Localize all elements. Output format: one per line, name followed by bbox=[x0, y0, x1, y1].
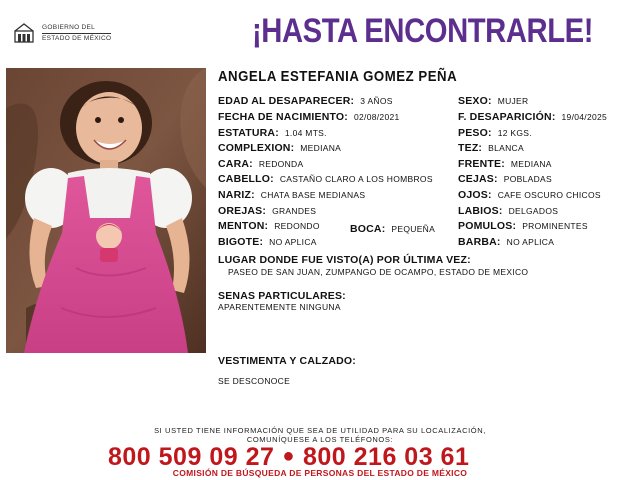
field-value: MEDIANA bbox=[510, 159, 552, 169]
field-tez bbox=[458, 142, 524, 155]
field-label: F. DESAPARICIÓN: bbox=[458, 111, 556, 123]
field-value: PROMINENTES bbox=[522, 221, 588, 231]
last-seen-label: LUGAR DONDE FUE VISTO(A) POR ÚLTIMA VEZ: bbox=[218, 254, 471, 266]
field-cara bbox=[218, 158, 303, 171]
field-value: 12 KGS. bbox=[497, 128, 532, 138]
field-barba bbox=[458, 236, 554, 249]
field-value: PEQUEÑA bbox=[391, 224, 436, 234]
field-value: POBLADAS bbox=[503, 174, 552, 184]
field-value: 02/08/2021 bbox=[354, 112, 400, 122]
headline: ¡HASTA ENCONTRARLE! bbox=[252, 12, 594, 50]
phone-number-2[interactable]: 800 216 03 61 bbox=[302, 443, 470, 471]
contact-info-line2: COMUNÍQUESE A LOS TELÉFONOS: bbox=[246, 435, 394, 444]
field-ojos bbox=[458, 189, 601, 202]
field-fecha-desaparicion bbox=[458, 111, 607, 124]
marks-value: APARENTEMENTE NINGUNA bbox=[218, 302, 341, 312]
field-value: REDONDA bbox=[258, 159, 304, 169]
field-value: DELGADOS bbox=[508, 206, 559, 216]
field-label: MENTON: bbox=[218, 220, 269, 232]
separator-dot-icon: ● bbox=[282, 445, 295, 467]
field-label: FECHA DE NACIMIENTO: bbox=[218, 111, 348, 123]
field-orejas bbox=[218, 205, 316, 218]
field-label: OREJAS: bbox=[218, 205, 267, 217]
field-frente bbox=[458, 158, 552, 171]
field-label: TEZ: bbox=[458, 142, 483, 154]
field-value: CASTAÑO CLARO A LOS HOMBROS bbox=[279, 174, 433, 184]
field-menton bbox=[218, 220, 320, 233]
field-label: POMULOS: bbox=[458, 220, 517, 232]
field-label: BIGOTE: bbox=[218, 236, 264, 248]
field-label: SEXO: bbox=[458, 95, 492, 107]
missing-person-photo bbox=[6, 68, 206, 353]
field-label: CEJAS: bbox=[458, 173, 498, 185]
field-value: 1.04 MTS. bbox=[284, 128, 327, 138]
field-label: EDAD AL DESAPARECER: bbox=[218, 95, 355, 107]
field-labios bbox=[458, 205, 558, 218]
field-value: 3 AÑOS bbox=[360, 96, 393, 106]
field-value: GRANDES bbox=[272, 206, 317, 216]
commission-footer: COMISIÓN DE BÚSQUEDA DE PERSONAS DEL ESTADO DE MÉXICO bbox=[172, 468, 468, 478]
field-label: FRENTE: bbox=[458, 158, 505, 170]
field-complexion bbox=[218, 142, 341, 155]
field-value: CAFE OSCURO CHICOS bbox=[497, 190, 601, 200]
logo-text-line1: GOBIERNO DEL bbox=[42, 24, 111, 34]
field-edad bbox=[218, 95, 393, 108]
field-bigote bbox=[218, 236, 317, 249]
field-label: LABIOS: bbox=[458, 205, 503, 217]
field-sexo bbox=[458, 95, 528, 108]
contact-info-line1: SI USTED TIENE INFORMACIÓN QUE SEA DE UTILIDAD PARA SU LOCALIZACIÓN, bbox=[154, 426, 486, 435]
state-seal-icon bbox=[12, 21, 36, 45]
field-boca bbox=[350, 223, 435, 236]
field-cabello bbox=[218, 173, 433, 186]
person-name: ANGELA ESTEFANIA GOMEZ PEÑA bbox=[218, 68, 458, 85]
field-value: NO APLICA bbox=[506, 237, 555, 247]
field-label: ESTATURA: bbox=[218, 127, 279, 139]
field-value: MUJER bbox=[497, 96, 529, 106]
field-label: CABELLO: bbox=[218, 173, 274, 185]
clothing-value: SE DESCONOCE bbox=[218, 376, 291, 386]
field-label: OJOS: bbox=[458, 189, 492, 201]
field-value: NO APLICA bbox=[269, 237, 317, 247]
government-logo bbox=[12, 20, 122, 46]
field-label: CARA: bbox=[218, 158, 253, 170]
field-label: BARBA: bbox=[458, 236, 501, 248]
field-label: PESO: bbox=[458, 127, 492, 139]
field-nariz bbox=[218, 189, 365, 202]
field-cejas bbox=[458, 173, 552, 186]
field-value: CHATA BASE MEDIANAS bbox=[260, 190, 366, 200]
field-label: COMPLEXION: bbox=[218, 142, 295, 154]
field-value: MEDIANA bbox=[300, 143, 342, 153]
field-peso bbox=[458, 127, 532, 140]
clothing-label: VESTIMENTA Y CALZADO: bbox=[218, 355, 356, 367]
field-label: NARIZ: bbox=[218, 189, 255, 201]
field-value: BLANCA bbox=[488, 143, 524, 153]
phone-number-1[interactable]: 800 509 09 27 bbox=[108, 443, 275, 471]
field-pomulos bbox=[458, 220, 588, 233]
logo-text-line2: ESTADO DE MÉXICO bbox=[42, 34, 112, 42]
last-seen-value: PASEO DE SAN JUAN, ZUMPANGO DE OCAMPO, ESTADO DE MEXICO bbox=[228, 267, 529, 277]
field-fecha-nacimiento bbox=[218, 111, 400, 124]
field-value: REDONDO bbox=[274, 221, 320, 231]
field-estatura bbox=[218, 127, 327, 140]
field-value: 19/04/2025 bbox=[561, 112, 608, 122]
field-label: BOCA: bbox=[350, 223, 386, 235]
marks-label: SENAS PARTICULARES: bbox=[218, 290, 346, 302]
